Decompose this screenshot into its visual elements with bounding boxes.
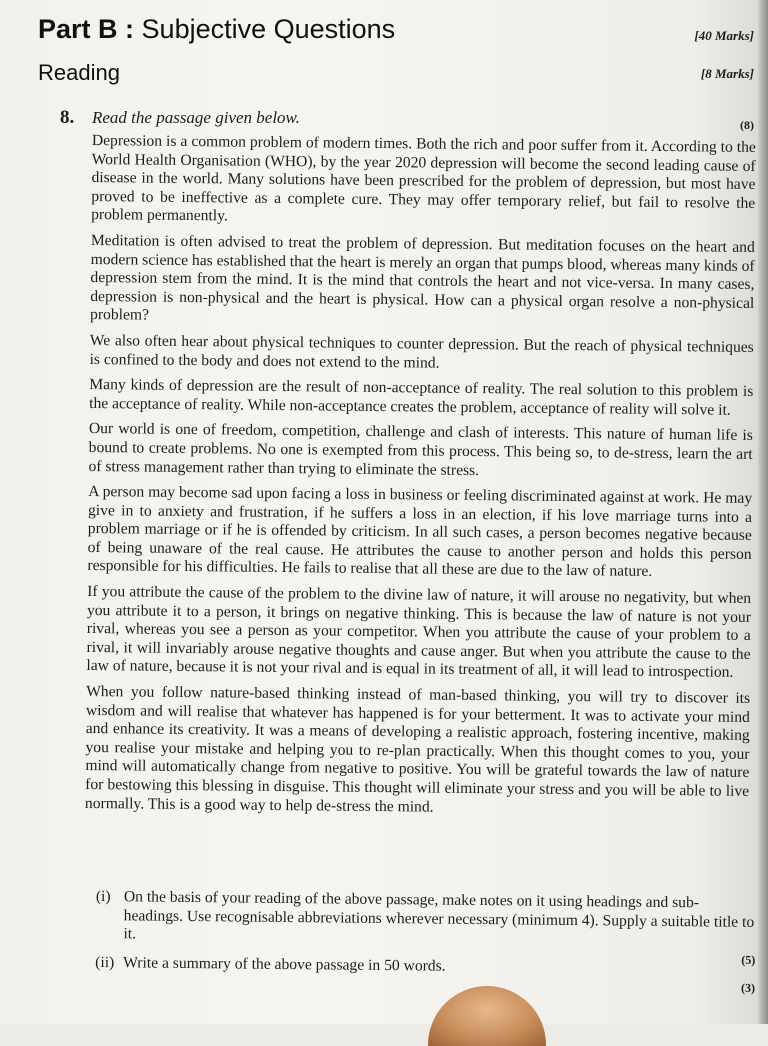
passage-paragraph: If you attribute the cause of the problem to the divine law of nature, it will arouse no negativity, but when you attribute it to a person, it brings on negative thinking. This is because the law of nature is not your rival, whereas you see a person as your competitor. When you attribute the cause of your problem to a rival, it will invariably arouse negative thoughts and cause anger. But when you attribute the cause to the law of nature, because it is not your rival and is equal in its treatment of all, it will lead to introspection. — [86, 583, 752, 682]
section-marks: [8 Marks] — [700, 66, 754, 81]
page-title — [38, 14, 395, 45]
task-number: (ii) — [95, 953, 115, 971]
book-spine — [758, 0, 768, 1024]
task-marks: (3) — [740, 980, 756, 995]
task-number: (i) — [95, 888, 111, 906]
question-instruction: Read the passage given below. — [92, 108, 300, 127]
passage-paragraph: Depression is a common problem of modern times. Both the rich and poor suffer from it. According to the World Health Organisation (WHO), by the year 2020 depression will become the second leading cause of disease in the world. Many solutions have been prescribed for the problem of depression, but most have proved to be ineffective as a complete cure. They may offer temporary relief, but fail to resolve the problem permanently. — [91, 132, 756, 225]
part-title: Subjective Questions — [141, 14, 396, 44]
task-text: Write a summary of the above passage in 50 words. — [123, 954, 446, 975]
task-text: On the basis of your reading of the above passage, make notes on it using headings and sub-headings. Use recognisable abbreviations wherever necessary (minimum 4). Supply a suitable title to it. — [123, 888, 755, 943]
passage-paragraph: Meditation is often advised to treat the problem of depression. But meditation focuses on the heart and modern science has established that the heart is merely an organ that pumps blood, whereas many kinds of depression stem from the mind. It is the mind that controls the heart and not vice-versa. In many cases, depression is non-physical and the heart is physical. How can a physical organ resolve a non-physical problem? — [89, 231, 755, 324]
passage-paragraph: Our world is one of freedom, competition, challenge and clash of interests. This nature of human life is bound to create problems. No one is exempted from this process. This being so, to de-stress, learn the art of stress management rather than trying to eliminate the stress. — [88, 420, 753, 479]
task-item — [95, 953, 756, 995]
task-list — [95, 888, 756, 995]
question-marks: (8) — [740, 118, 754, 132]
task-marks: (5) — [741, 952, 756, 967]
passage-paragraph: We also often hear about physical techniques to counter depression. But the reach of physical techniques is confined to the body and does not extend to the mind. — [89, 331, 754, 372]
passage-paragraph: Many kinds of depression are the result of non-acceptance of reality. The real solution to this problem is the acceptance of reality. While non-acceptance creates the problem, acceptance of reality will solve it. — [89, 376, 754, 419]
section-heading: Reading — [38, 60, 120, 85]
question-number: 8. — [60, 107, 75, 128]
total-marks: [40 Marks] — [694, 28, 754, 43]
part-label: Part B : — [38, 14, 135, 44]
passage-paragraph: A person may become sad upon facing a loss in business or feeling discriminated against at work. He may give in to anxiety and frustration, if he suffers a loss in an election, if his love marriage turns into a problem marriage or if he is offended by criticism. In all such cases, a person becomes negative because of being unaware of the real cause. He attributes the cause to another person and holds this person responsible for his difficulties. He fails to realise that all these are due to the law of nature. — [87, 483, 753, 581]
reading-passage — [85, 132, 756, 827]
passage-paragraph: When you follow nature-based thinking instead of man-based thinking, you will try to discover its wisdom and will realise that whatever has happened is for your betterment. It was to activate your mind and enhance its creativity. It was a means of developing a realistic approach, fostering incentive, making you realise your mistake and helping you to re-plan practically. When this thought comes to you, your mind will automatically change from negative to positive. You will be grateful towards the law of nature for bestowing this blessing in disguise. This thought will eliminate your stress and you will be able to live normally. This is a good way to help de-stress the mind. — [84, 683, 751, 816]
